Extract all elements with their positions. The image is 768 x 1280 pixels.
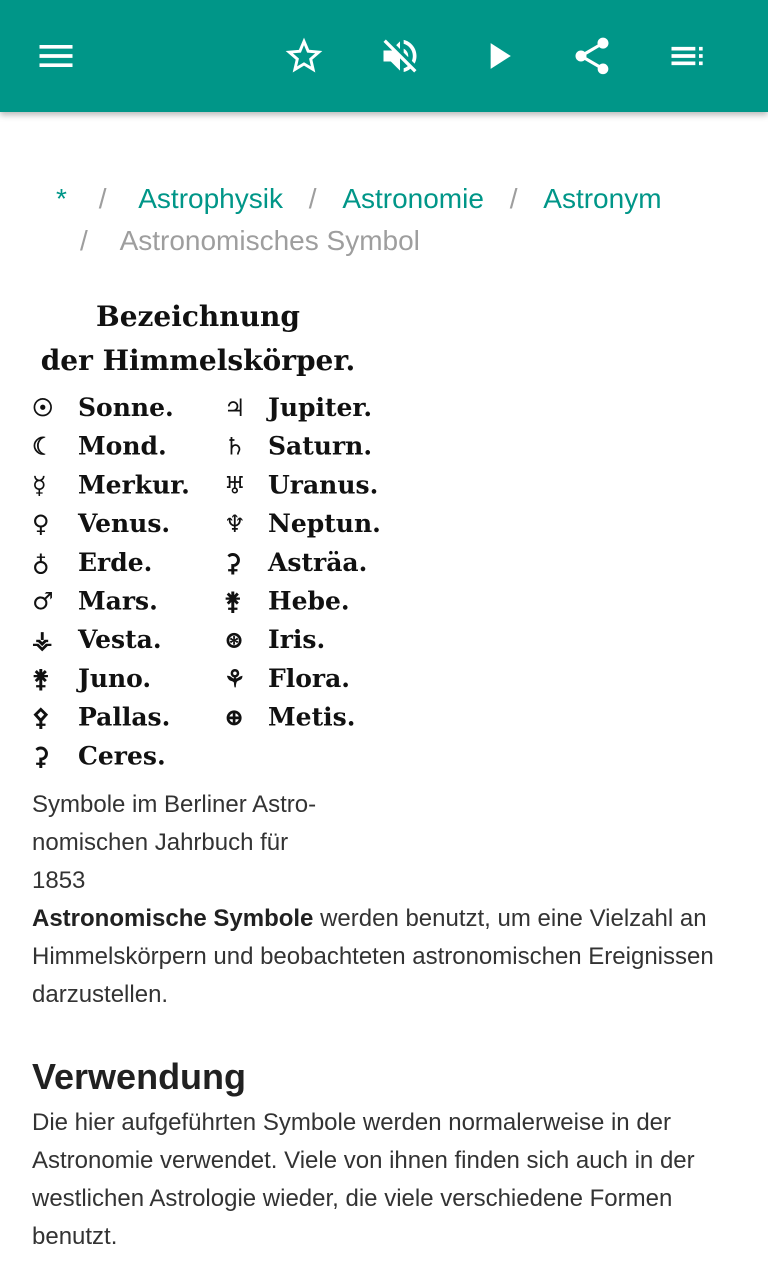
left-body-name: Sonne. xyxy=(78,393,174,422)
left-body-symbol: ⚴ xyxy=(32,702,50,732)
right-body-name: Jupiter. xyxy=(268,393,373,422)
intro-paragraph xyxy=(32,900,738,1014)
menu-button[interactable] xyxy=(28,28,84,84)
menu-icon xyxy=(34,34,78,78)
right-body-name: Iris. xyxy=(268,625,326,655)
breadcrumb-separator: / xyxy=(98,183,107,214)
breadcrumb-link-astronomie[interactable]: Astronomie xyxy=(342,183,484,214)
figure-caption xyxy=(32,786,352,900)
breadcrumb-link-astronym[interactable]: Astronym xyxy=(543,183,662,214)
breadcrumb-separator: / xyxy=(308,183,317,214)
right-body-name: Metis. xyxy=(268,702,356,732)
right-body-name: Saturn. xyxy=(268,431,373,461)
right-body-symbol: ♃ xyxy=(224,393,246,422)
play-icon xyxy=(476,34,520,78)
intro-term: Astronomische Symbole xyxy=(32,905,314,932)
left-body-symbol: ☿ xyxy=(32,470,47,500)
breadcrumb-separator: / xyxy=(509,183,518,214)
symbols-right-column xyxy=(224,393,381,732)
right-body-symbol: ♅ xyxy=(224,470,246,500)
right-body-symbol: ⊕ xyxy=(224,702,245,732)
breadcrumb-current: Astronomisches Symbol xyxy=(119,225,420,256)
article-figure[interactable] xyxy=(32,296,382,774)
left-body-symbol: ⚶ xyxy=(32,625,53,655)
right-body-symbol: ♄ xyxy=(224,431,246,461)
right-body-symbol: ⊛ xyxy=(224,625,245,655)
left-body-name: Vesta. xyxy=(78,625,162,655)
bookmark-button[interactable] xyxy=(276,28,332,84)
caption-line: nomischen Jahrbuch für xyxy=(32,829,289,856)
left-body-symbol: ♁ xyxy=(32,547,50,577)
right-body-name: Uranus. xyxy=(268,470,379,500)
left-body-name: Mars. xyxy=(78,586,158,616)
app-bar xyxy=(0,0,768,112)
right-body-name: Hebe. xyxy=(268,586,350,616)
right-body-symbol: ♆ xyxy=(224,509,246,539)
contents-button[interactable] xyxy=(660,28,716,84)
right-body-name: Flora. xyxy=(268,663,350,693)
star-outline-icon xyxy=(282,34,326,78)
play-button[interactable] xyxy=(470,28,526,84)
caption-line: 1853 xyxy=(32,867,86,894)
left-body-name: Venus. xyxy=(78,509,171,539)
left-body-name: Ceres. xyxy=(78,741,166,771)
right-body-symbol: ⚳ xyxy=(224,547,242,577)
right-body-name: Asträa. xyxy=(268,547,368,577)
breadcrumb-link-root[interactable]: * xyxy=(56,183,67,214)
figure-title-line-1: Bezeichnung xyxy=(96,300,300,333)
breadcrumb-line-1 xyxy=(32,178,742,220)
share-icon xyxy=(570,34,614,78)
section-heading: Verwendung xyxy=(32,1056,247,1097)
left-body-symbol: ☾ xyxy=(32,431,54,461)
left-body-name: Erde. xyxy=(78,547,153,577)
left-body-symbol: ♂ xyxy=(32,586,54,616)
figure-title-line-2: der Himmelskörper. xyxy=(40,344,356,377)
left-body-symbol: ☉ xyxy=(32,393,54,422)
playlist-icon xyxy=(666,34,710,78)
left-body-symbol: ⚵ xyxy=(32,663,50,693)
right-body-symbol: ⚘ xyxy=(224,663,246,693)
intro-text: werden benutzt, um eine Vielzahl an Himmelskörpern und beobachteten astronomischen Ereignissen darzustellen. xyxy=(32,905,714,1008)
left-body-name: Juno. xyxy=(78,663,152,693)
section-paragraph: Die hier aufgeführten Symbole werden normalerweise in der Astronomie verwendet. Viele von ihnen finden sich auch in der westlichen Astrologie wieder, die viele verschiedene Formen benutzt. xyxy=(32,1109,695,1250)
right-body-symbol: ⚵ xyxy=(224,586,242,616)
breadcrumb-link-astrophysik[interactable]: Astrophysik xyxy=(138,183,283,214)
breadcrumb xyxy=(32,178,742,262)
breadcrumb-line-2 xyxy=(32,220,742,262)
left-body-symbol: ⚳ xyxy=(32,741,50,771)
volume-off-icon xyxy=(378,34,422,78)
left-body-name: Merkur. xyxy=(78,470,190,500)
right-body-name: Neptun. xyxy=(268,509,381,539)
caption-line: Symbole im Berliner Astro- xyxy=(32,791,317,818)
left-body-name: Mond. xyxy=(78,431,167,461)
breadcrumb-separator: / xyxy=(80,225,88,256)
symbols-left-column xyxy=(32,393,190,770)
mute-button[interactable] xyxy=(372,28,428,84)
share-button[interactable] xyxy=(564,28,620,84)
symbols-table-image xyxy=(32,296,382,774)
left-body-name: Pallas. xyxy=(78,702,171,732)
left-body-symbol: ♀ xyxy=(32,509,50,539)
